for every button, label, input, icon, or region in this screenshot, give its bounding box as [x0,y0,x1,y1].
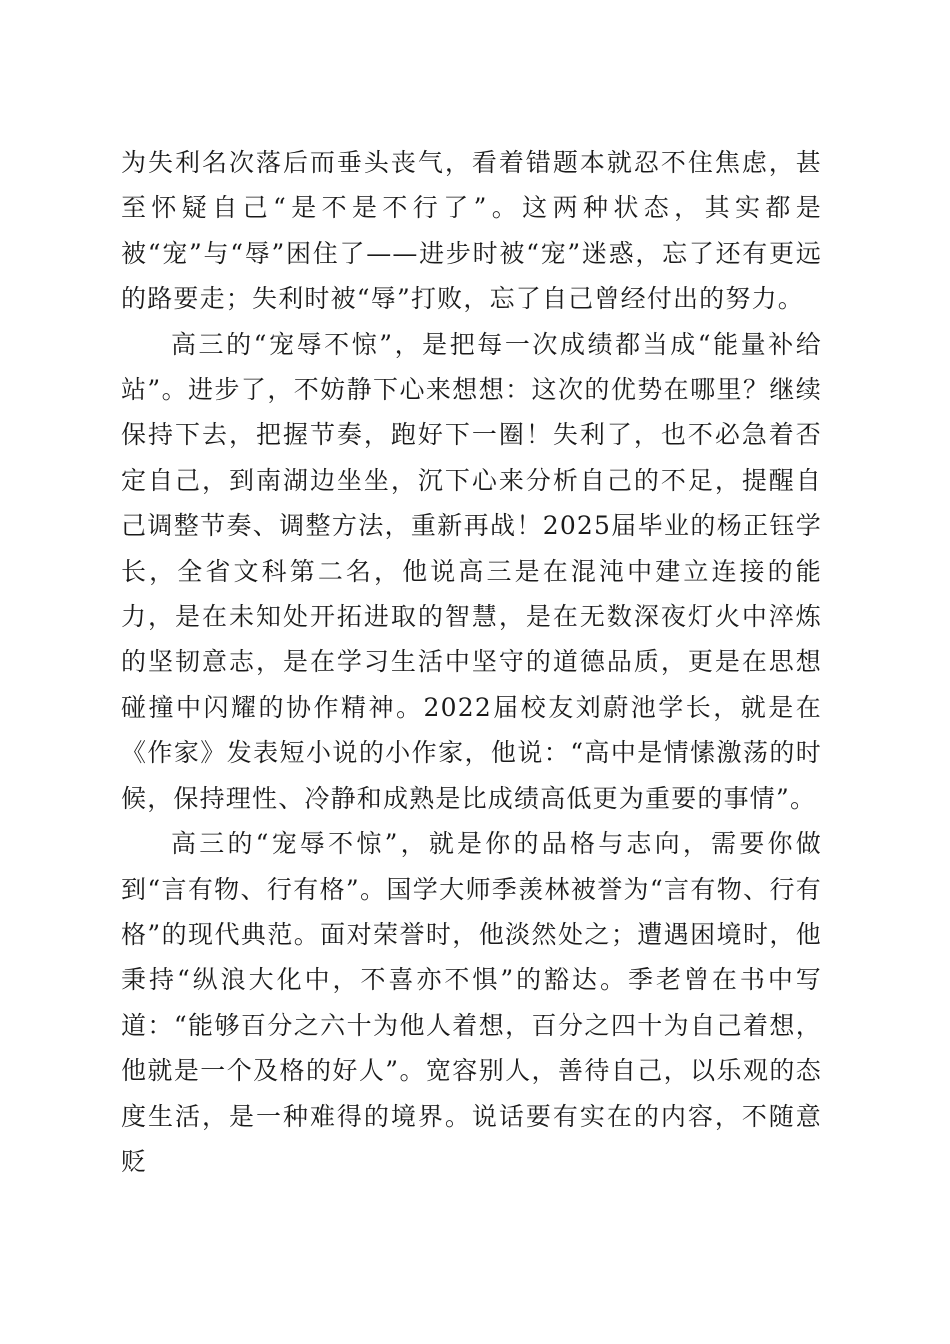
paragraph-2: 高三的“宠辱不惊”，是把每一次成绩都当成“能量补给站”。进步了，不妨静下心来想想：这次的优势在哪里？继续保持下去，把握节奏，跑好下一圈！失利了，也不必急着否定自己，到南湖边坐坐，沉下心来分析自己的不足，提醒自己调整节奏、调整方法，重新再战！2025届毕业的杨正钰学长，全省文科第二名，他说高三是在混沌中建立连接的能力，是在未知处开拓进取的智慧，是在无数深夜灯火中淬炼的坚韧意志，是在学习生活中坚守的道德品质，更是在思想碰撞中闪耀的协作精神。2022届校友刘蔚池学长，就是在《作家》发表短小说的小作家，他说：“高中是情愫激荡的时候，保持理性、冷静和成熟是比成绩高低更为重要的事情”。 [121,329,822,813]
paragraph-3: 高三的“宠辱不惊”，就是你的品格与志向，需要你做到“言有物、行有格”。国学大师季羡林被誉为“言有物、行有格”的现代典范。面对荣誉时，他淡然处之；遭遇困境时，他秉持“纵浪大化中，不喜亦不惧”的豁达。季老曾在书中写道：“能够百分之六十为他人着想，百分之四十为自己着想，他就是一个及格的好人”。宽容别人，善待自己，以乐观的态度生活，是一种难得的境界。说话要有实在的内容，不随意贬 [121,829,822,1176]
paragraph-1: 为失利名次落后而垂头丧气，看着错题本就忍不住焦虑，甚至怀疑自己“是不是不行了”。这两种状态，其实都是被“宠”与“辱”困住了——进步时被“宠”迷惑，忘了还有更远的路要走；失利时被“辱”打败，忘了自己曾经付出的努力。 [121,148,822,314]
